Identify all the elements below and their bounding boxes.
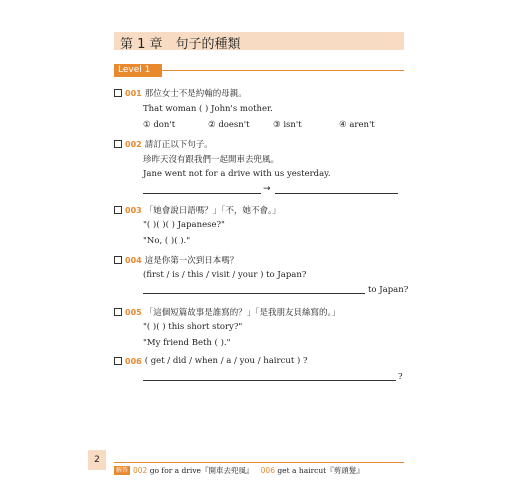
question-number: 003 <box>125 205 142 215</box>
footer-badge: 解答 <box>115 467 128 474</box>
question-005 <box>114 306 340 318</box>
footer-ref-number: 006 <box>260 466 275 475</box>
question-chinese: 那位女士不是約翰的母親。 <box>144 89 247 99</box>
question-chinese: 「這個短篇故事是誰寫的？」「是我朋友貝絲寫的。」 <box>144 308 341 318</box>
answer-line[interactable] <box>143 193 261 194</box>
question-004-tail: to Japan? <box>368 285 409 295</box>
checkbox-icon[interactable] <box>114 89 122 97</box>
footer-ref-text: get a haircut『剪頭髮』 <box>277 466 364 475</box>
question-chinese: 請訂正以下句子。 <box>144 140 213 150</box>
option-4: ④ aren't <box>339 120 375 130</box>
level-badge: Level 1 <box>114 64 162 77</box>
answer-line[interactable] <box>143 380 396 381</box>
footer-ref-text: go for a drive『開車去兜風』 <box>149 466 254 475</box>
question-003 <box>114 204 281 216</box>
question-004-english: (first / is / this / visit / your ) to Japan? <box>143 270 307 280</box>
answer-line[interactable] <box>143 293 365 294</box>
question-001 <box>114 87 247 99</box>
question-number: 006 <box>125 356 142 366</box>
footer-notes <box>133 465 364 476</box>
question-003-english-2: "No, ( )( )." <box>143 236 191 246</box>
question-002-chinese-2: 珍昨天沒有跟我們一起開車去兜風。 <box>143 155 280 165</box>
question-002 <box>114 138 213 150</box>
option-1: ① don't <box>143 120 176 130</box>
question-003-english-1: "( )( )( ) Japanese?" <box>143 220 225 230</box>
checkbox-icon[interactable] <box>114 357 122 365</box>
question-chinese: 「她會說日語嗎？」「不，她不會。」 <box>144 206 281 216</box>
level-header <box>114 64 404 78</box>
footer-divider <box>114 462 404 463</box>
question-006-tail: ? <box>398 372 403 382</box>
chapter-title: 第 1 章 句子的種類 <box>120 37 241 52</box>
question-001-english: That woman ( ) John's mother. <box>143 104 273 114</box>
level-divider <box>162 70 404 71</box>
answer-line[interactable] <box>275 193 398 194</box>
checkbox-icon[interactable] <box>114 140 122 148</box>
option-2: ② doesn't <box>208 120 250 130</box>
question-006 <box>114 356 308 366</box>
arrow-icon: → <box>263 184 271 194</box>
question-004 <box>114 254 238 266</box>
footer-ref-number: 002 <box>133 466 148 475</box>
page-number: 2 <box>88 450 106 470</box>
checkbox-icon[interactable] <box>114 256 122 264</box>
question-006-english: ( get / did / when / a / you / haircut ) ? <box>144 356 308 366</box>
question-number: 004 <box>125 255 142 265</box>
checkbox-icon[interactable] <box>114 308 122 316</box>
question-number: 005 <box>125 307 142 317</box>
question-number: 001 <box>125 88 142 98</box>
question-005-english-2: "My friend Beth ( )." <box>143 338 231 348</box>
question-number: 002 <box>125 139 142 149</box>
question-chinese: 這是你第一次到日本嗎？ <box>144 256 239 266</box>
checkbox-icon[interactable] <box>114 206 122 214</box>
question-002-english: Jane went not for a drive with us yesterday. <box>143 169 331 179</box>
question-005-english-1: "( )( ) this short story?" <box>143 322 243 332</box>
option-3: ③ isn't <box>273 120 302 130</box>
